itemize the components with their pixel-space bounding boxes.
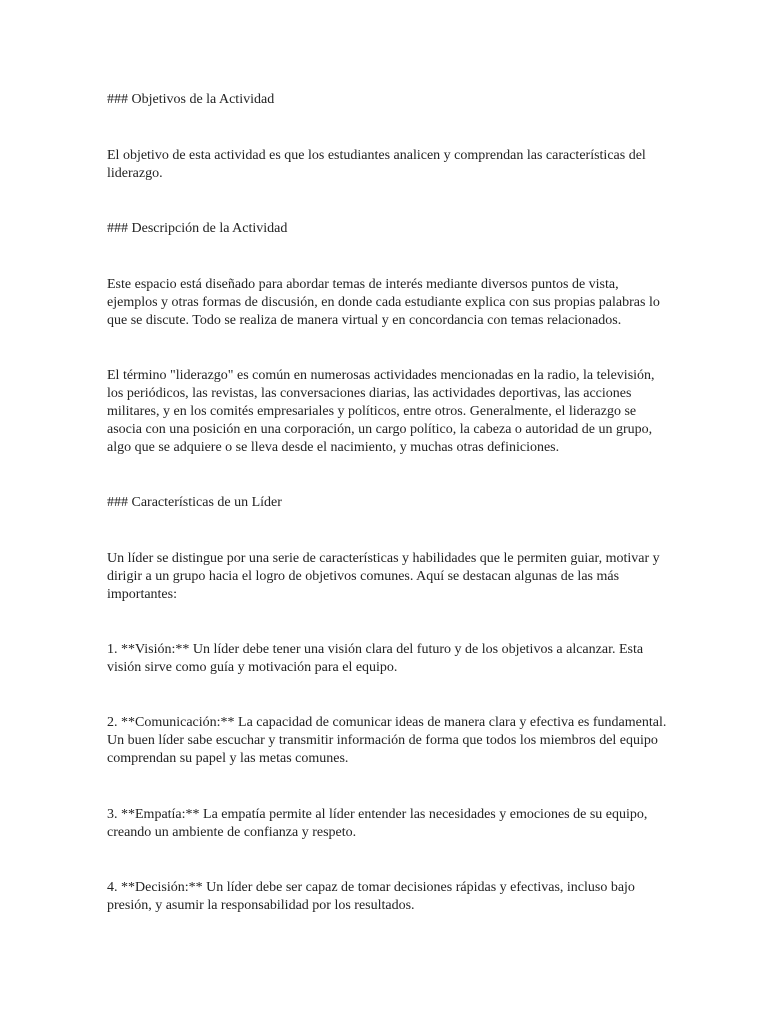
paragraph-intro-caracteristicas [107,550,727,604]
text-line: Este espacio está diseñado para abordar temas de interés mediante diversos puntos de vista, [107,277,619,292]
text-line: importantes: [107,587,177,602]
text-line: que se discute. Todo se realiza de manera virtual y en concordancia con temas relacionados. [107,313,622,328]
text-line: Un líder se distingue por una serie de características y habilidades que le permiten guiar, motivar y [107,551,660,566]
text-line: los periódicos, las revistas, las conversaciones diarias, las actividades deportivas, las acciones [107,386,632,401]
text-line: 2. **Comunicación:** La capacidad de comunicar ideas de manera clara y efectiva es fundamental. [107,715,667,730]
text-line: liderazgo. [107,166,163,181]
paragraph-termino-liderazgo [107,367,727,457]
heading-text: ### Objetivos de la Actividad [107,92,275,107]
text-line: Un buen líder sabe escuchar y transmitir información de forma que todos los miembros del equipo [107,733,658,748]
text-line: 3. **Empatía:** La empatía permite al líder entender las necesidades y emociones de su equipo, [107,807,648,822]
text-line: comprendan su papel y las metas comunes. [107,751,349,766]
list-item-decision [107,879,727,915]
text-line: algo que se adquiere o se lleva desde el nacimiento, y muchas otras definiciones. [107,440,560,455]
list-item-comunicacion [107,714,727,768]
text-line: visión sirve como guía y motivación para el equipo. [107,660,398,675]
text-line: creando un ambiente de confianza y respeto. [107,825,357,840]
text-line: dirigir a un grupo hacia el logro de objetivos comunes. Aquí se destacan algunas de las más [107,569,620,584]
list-item-vision [107,641,727,677]
list-item-empatia [107,806,727,842]
section-heading-caracteristicas [107,494,727,512]
text-line: 1. **Visión:** Un líder debe tener una visión clara del futuro y de los objetivos a alcanzar. Esta [107,642,644,657]
text-line: militares, y en los comités empresariales y políticos, entre otros. Generalmente, el liderazgo se [107,404,637,419]
text-line: El objetivo de esta actividad es que los estudiantes analicen y comprendan las características del [107,148,646,163]
text-line: El término "liderazgo" es común en numerosas actividades mencionadas en la radio, la televisión, [107,368,655,383]
paragraph-espacio [107,276,727,330]
text-line: asocia con una posición en una corporación, un cargo político, la cabeza o autoridad de un grupo, [107,422,653,437]
text-line: presión, y asumir la responsabilidad por los resultados. [107,898,415,913]
heading-text: ### Descripción de la Actividad [107,221,288,236]
text-line: 4. **Decisión:** Un líder debe ser capaz de tomar decisiones rápidas y efectivas, incluso bajo [107,880,635,895]
heading-text: ### Características de un Líder [107,495,282,510]
section-heading-descripcion [107,220,727,238]
text-line: ejemplos y otras formas de discusión, en donde cada estudiante explica con sus propias palabras lo [107,295,660,310]
paragraph-objetivos [107,147,727,183]
section-heading-objetivos [107,91,727,109]
